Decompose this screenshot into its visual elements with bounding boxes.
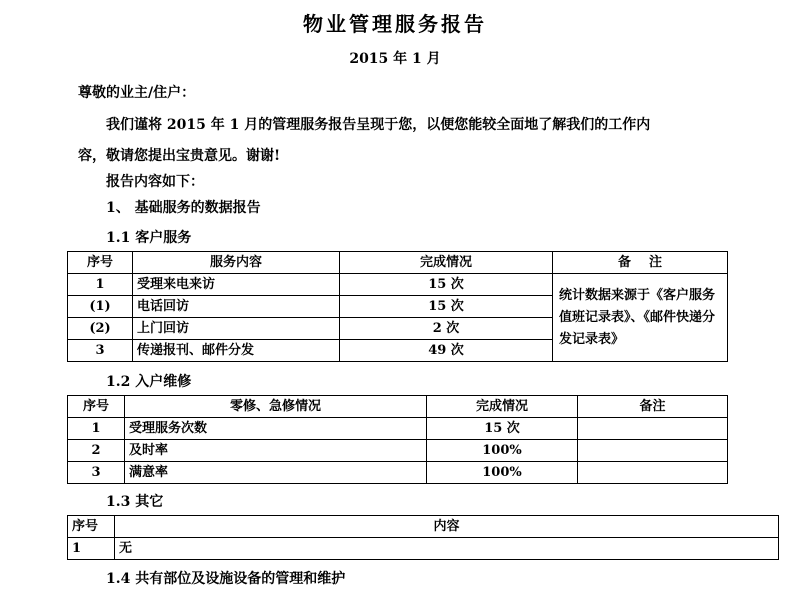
header-status: 完成情况: [427, 396, 578, 418]
table-header-row: [68, 396, 728, 418]
table-header-row: [68, 252, 728, 274]
row-no: 1: [68, 418, 125, 440]
data-source-note: 统计数据来源于《客户服务值班记录表》、《邮件快递分发记录表》: [553, 274, 728, 362]
row-status: 15 次: [340, 274, 553, 296]
table-row: [68, 418, 728, 440]
header-no: 序号: [68, 252, 133, 274]
section-1-4-heading: 1.4 共有部位及设施设备的管理和维护: [106, 571, 346, 587]
table-header-row: [68, 516, 779, 538]
customer-service-table: [67, 251, 728, 362]
row-no: 1: [68, 274, 133, 296]
row-item: 满意率: [125, 462, 427, 484]
row-item: 受理来电来访: [133, 274, 340, 296]
row-item: 电话回访: [133, 296, 340, 318]
header-content: 内容: [115, 516, 779, 538]
row-remark: [578, 418, 728, 440]
section-1-heading: 1、 基础服务的数据报告: [106, 200, 261, 216]
other-table: [67, 515, 779, 560]
row-content: 无: [115, 538, 779, 560]
row-item: 上门回访: [133, 318, 340, 340]
row-status: 15 次: [340, 296, 553, 318]
header-remark: 备 注: [553, 252, 728, 274]
table-row: [68, 440, 728, 462]
header-status: 完成情况: [340, 252, 553, 274]
row-status: 100%: [427, 462, 578, 484]
report-date: 2015 年 1 月: [349, 51, 441, 67]
intro-line-1: 我们谨将 2015 年 1 月的管理服务报告呈现于您，以便您能较全面地了解我们的工作内: [106, 117, 651, 133]
table-row: [68, 462, 728, 484]
row-no: 2: [68, 440, 125, 462]
table-row: [68, 274, 728, 296]
row-item: 受理服务次数: [125, 418, 427, 440]
section-1-3-heading: 1.3 其它: [106, 494, 164, 510]
row-no: (2): [68, 318, 133, 340]
row-remark: [578, 462, 728, 484]
row-no: 1: [68, 538, 115, 560]
intro-line-2: 容，敬请您提出宝贵意见。谢谢!: [78, 148, 281, 164]
row-no: (1): [68, 296, 133, 318]
header-service: 服务内容: [133, 252, 340, 274]
table-row: [68, 538, 779, 560]
row-item: 传递报刊、邮件分发: [133, 340, 340, 362]
section-1-2-heading: 1.2 入户维修: [106, 374, 192, 390]
header-repair: 零修、急修情况: [125, 396, 427, 418]
header-remark: 备注: [578, 396, 728, 418]
repair-table: [67, 395, 728, 484]
row-item: 及时率: [125, 440, 427, 462]
row-remark: [578, 440, 728, 462]
row-status: 2 次: [340, 318, 553, 340]
row-status: 49 次: [340, 340, 553, 362]
row-status: 100%: [427, 440, 578, 462]
header-no: 序号: [68, 396, 125, 418]
report-title: 物业管理服务报告: [303, 12, 487, 36]
contents-label: 报告内容如下：: [106, 174, 204, 190]
header-no: 序号: [68, 516, 115, 538]
greeting: 尊敬的业主/住户：: [78, 85, 196, 101]
section-1-1-heading: 1.1 客户服务: [106, 230, 192, 246]
row-status: 15 次: [427, 418, 578, 440]
row-no: 3: [68, 462, 125, 484]
row-no: 3: [68, 340, 133, 362]
